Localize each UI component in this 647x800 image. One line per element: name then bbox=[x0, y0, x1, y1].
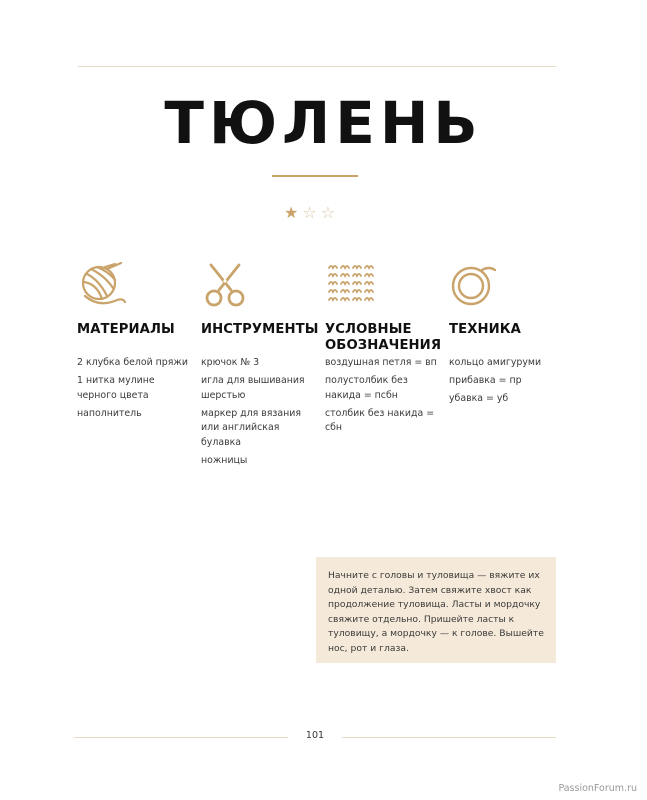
page-number: 101 bbox=[305, 730, 325, 741]
materials-column bbox=[77, 262, 195, 425]
watermark: PassionForum.ru bbox=[558, 783, 637, 794]
page-title: ТЮЛЕНЬ bbox=[164, 89, 483, 157]
list-item: маркер для вязания или английская булавка bbox=[201, 407, 301, 448]
symbols-heading: УСЛОВНЫЕ ОБОЗНАЧЕНИЯ bbox=[325, 322, 442, 353]
tools-heading: ИНСТРУМЕНТЫ bbox=[201, 322, 319, 337]
list-item: крючок № 3 bbox=[201, 357, 260, 368]
tools-column bbox=[201, 262, 319, 472]
scissors-icon bbox=[201, 262, 319, 308]
list-item: столбик без накида = сбн bbox=[325, 407, 435, 433]
star-filled-icon: ★ bbox=[284, 203, 299, 222]
note-text: Начните с головы и туловища — вяжите их одной деталью. Затем свяжите хвост как продолжение туловища. Ласты и мордочку свяжите отдельно. Пришейте ласты к туловищу, а мордочку — к голове. Вышейте нос, рот и глаза. bbox=[328, 570, 544, 654]
technique-column bbox=[449, 262, 567, 410]
star-empty-icon: ☆ bbox=[320, 203, 336, 222]
list-item: 1 нитка мулине черного цвета bbox=[77, 375, 155, 401]
footer-divider-left bbox=[74, 737, 288, 738]
list-item: полустолбик без накида = псбн bbox=[325, 375, 408, 401]
top-divider bbox=[78, 66, 556, 67]
materials-heading: МАТЕРИАЛЫ bbox=[77, 322, 175, 337]
list-item: наполнитель bbox=[77, 407, 142, 419]
list-item: прибавка = пр bbox=[449, 375, 522, 386]
list-item: 2 клубка белой пряжи bbox=[77, 357, 188, 368]
list-item: кольцо амигуруми bbox=[449, 357, 542, 368]
amigurumi-ring-icon bbox=[449, 262, 567, 308]
footer-divider-right bbox=[342, 737, 556, 738]
star-empty-icon: ☆ bbox=[302, 203, 317, 222]
list-item: убавка = уб bbox=[449, 393, 509, 404]
symbols-column bbox=[325, 262, 443, 439]
list-item: игла для вышивания шерстью bbox=[201, 375, 305, 401]
title-underline bbox=[272, 175, 358, 177]
yarn-ball-icon bbox=[77, 262, 195, 308]
technique-heading: ТЕХНИКА bbox=[449, 322, 521, 337]
list-item: воздушная петля = вп bbox=[325, 357, 437, 368]
list-item: ножницы bbox=[201, 454, 248, 466]
instructions-note bbox=[316, 557, 556, 663]
difficulty-rating bbox=[284, 203, 335, 223]
knit-stitch-icon bbox=[325, 262, 443, 308]
